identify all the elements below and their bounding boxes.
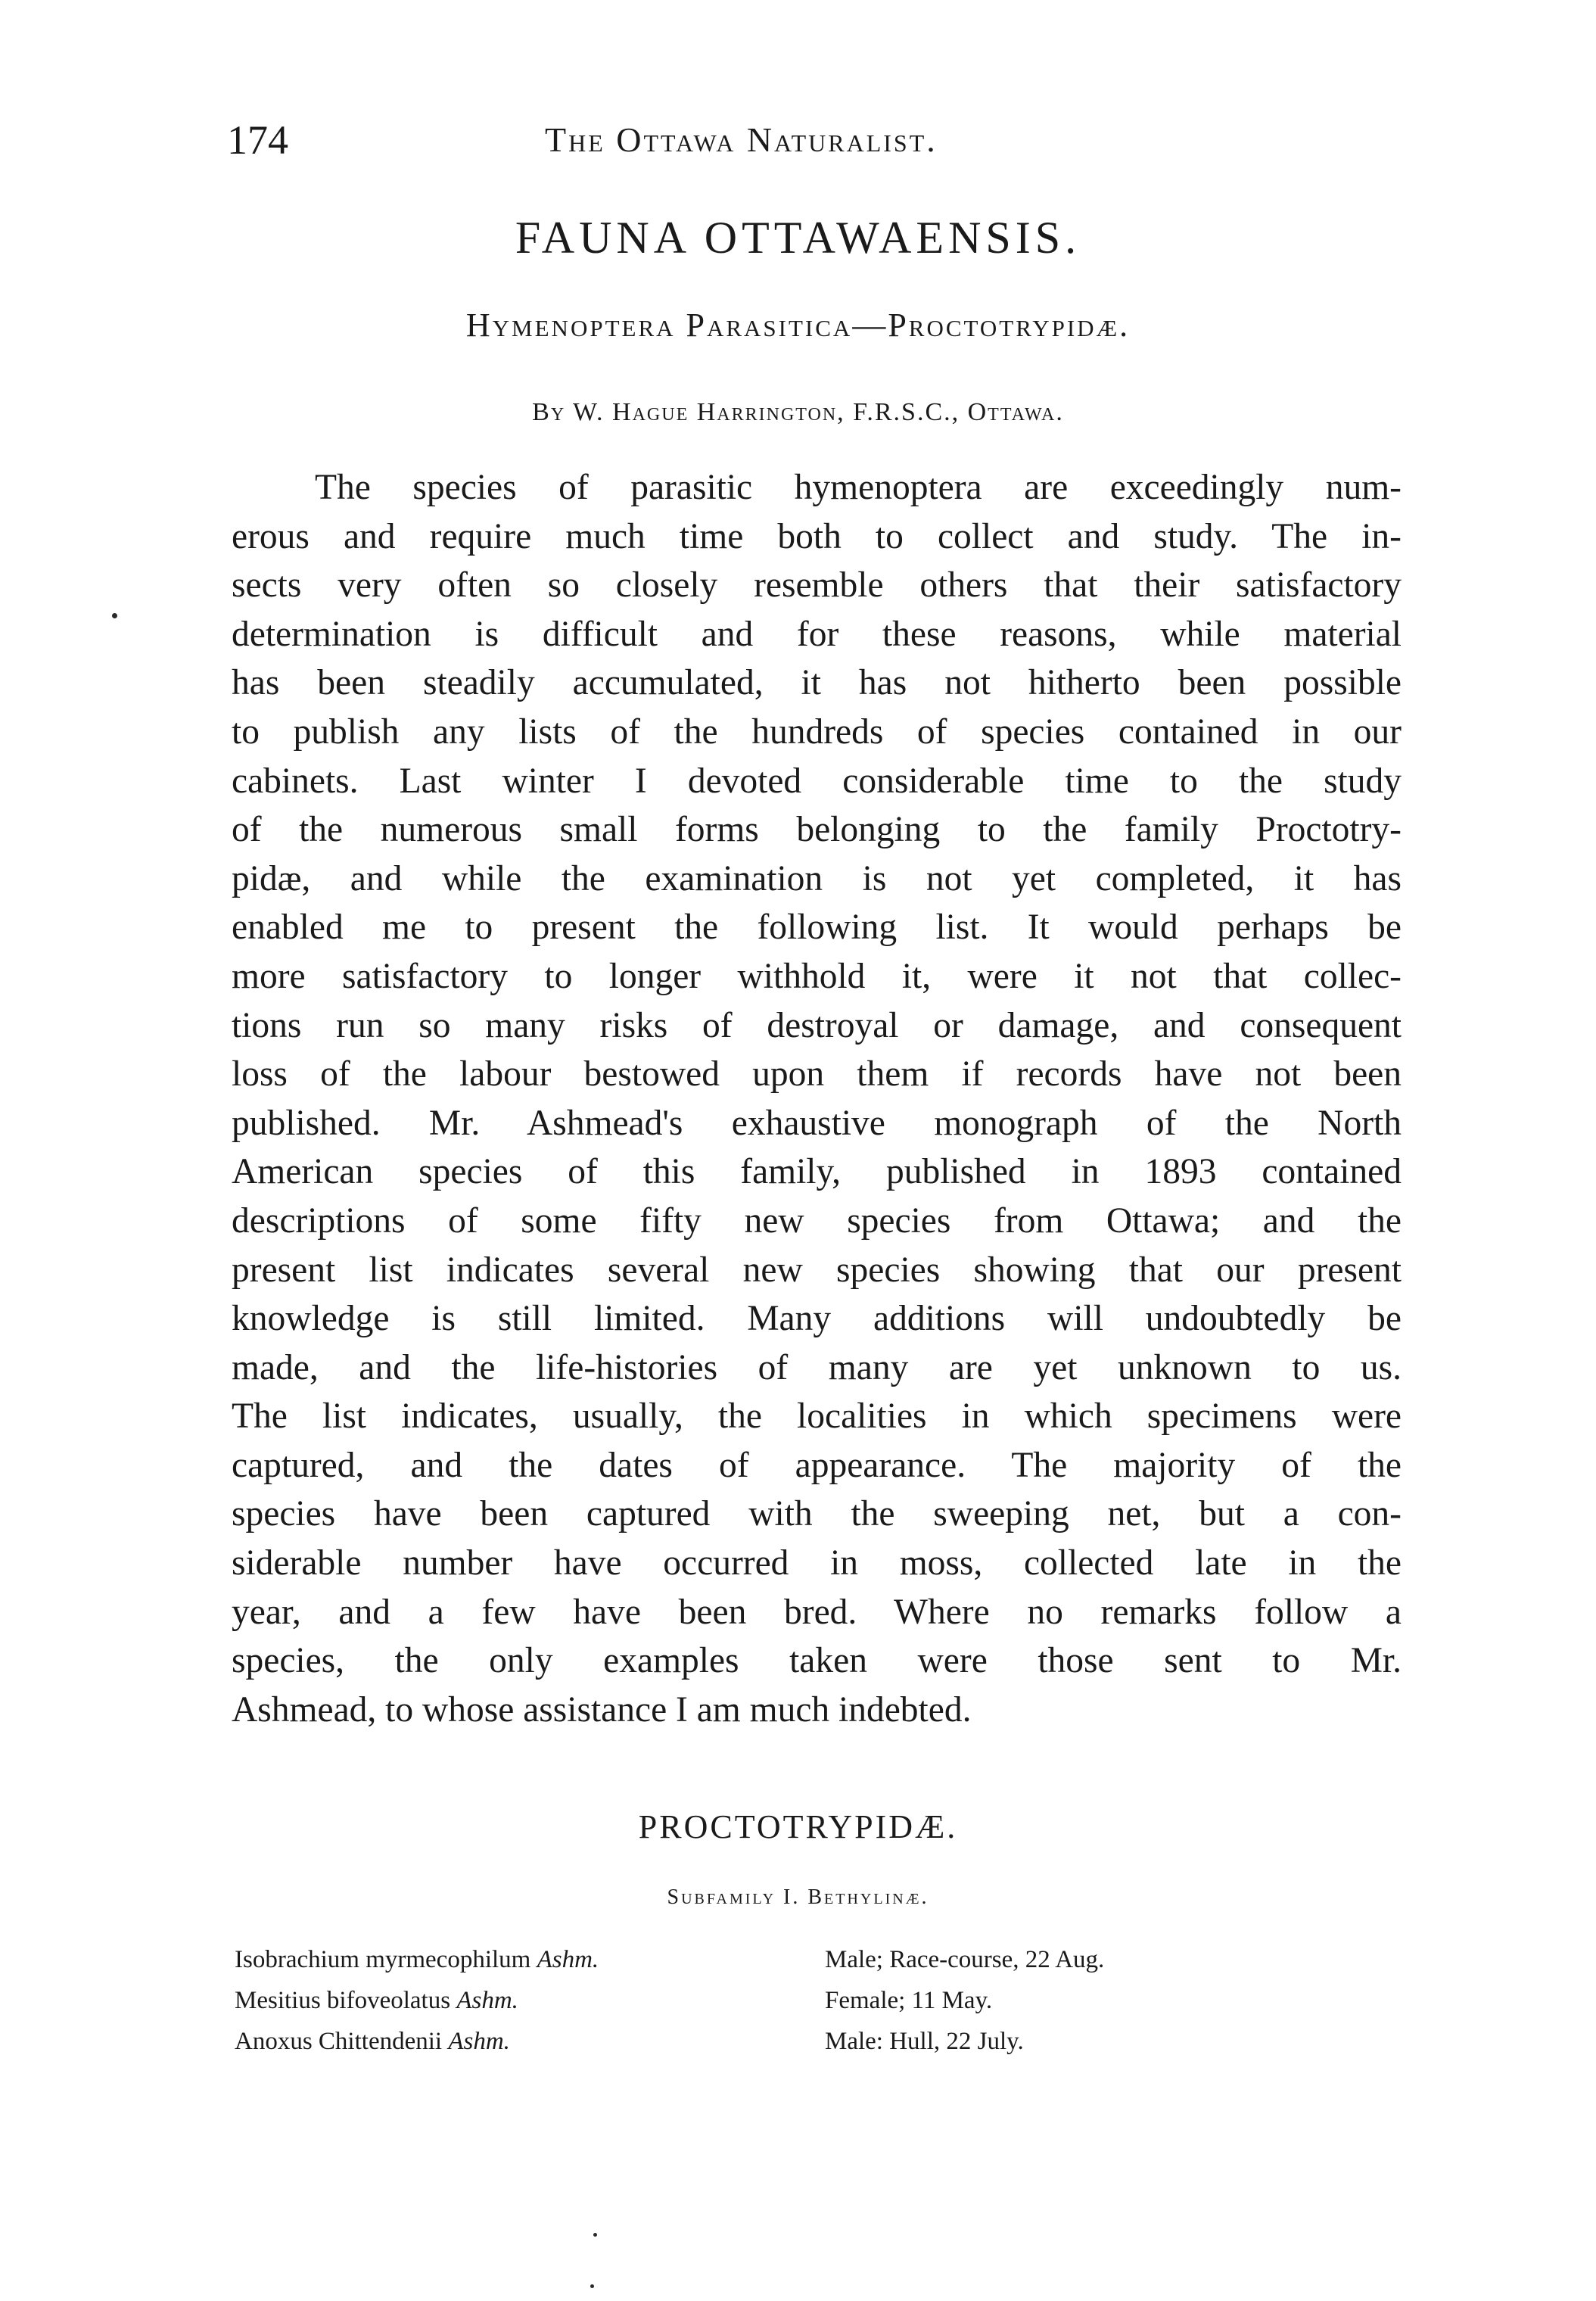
page-number: 174 xyxy=(227,117,288,163)
body-line: loss of the labour bestowed upon them if records have not been xyxy=(232,1054,1402,1094)
body-line: captured, and the dates of appearance. The majority of the xyxy=(232,1445,1402,1485)
body-line: species, the only examples taken were those sent to Mr. xyxy=(232,1641,1402,1681)
running-head xyxy=(227,114,1408,167)
stray-ink-mark xyxy=(112,613,117,618)
species-binomial: Mesitius bifoveolatus xyxy=(235,1987,451,2014)
body-line: sects very often so closely resemble others that their satisfactory xyxy=(232,565,1402,606)
body-line: present list indicates several new species showing that our present xyxy=(232,1250,1402,1290)
species-row xyxy=(235,1980,1400,2021)
species-binomial: Isobrachium myrmecophilum xyxy=(235,1946,531,1973)
body-line: American species of this family, published in 1893 contained xyxy=(232,1152,1402,1192)
species-list xyxy=(235,1939,1400,2062)
species-name xyxy=(235,1980,518,2021)
body-line: cabinets. Last winter I devoted considerable time to the study xyxy=(232,761,1402,801)
body-line: pidæ, and while the examination is not yet completed, it has xyxy=(232,858,1402,898)
species-author: Ashm. xyxy=(448,2028,510,2055)
journal-title: The Ottawa Naturalist. xyxy=(545,120,938,159)
body-line: of the numerous small forms belonging to the family Proctotry- xyxy=(232,810,1402,850)
species-note: Female; 11 May. xyxy=(825,1987,993,2014)
body-line: The species of parasitic hymenoptera are exceedingly num- xyxy=(315,468,1402,507)
body-line: Ashmead, to whose assistance I am much indebted. xyxy=(232,1689,972,1730)
body-line: more satisfactory to longer withhold it, were it not that collec- xyxy=(232,956,1402,996)
body-line: descriptions of some fifty new species from Ottawa; and the xyxy=(232,1200,1402,1241)
article-byline: By W. Hague Harrington, F.R.S.C., Ottawa. xyxy=(532,398,1064,426)
species-author: Ashm. xyxy=(456,1987,518,2014)
species-author: Ashm. xyxy=(537,1946,599,1973)
species-row xyxy=(235,1939,1400,1980)
species-note: Male: Hull, 22 July. xyxy=(825,2028,1024,2055)
body-line: made, and the life-histories of many are yet unknown to us. xyxy=(232,1347,1402,1387)
stray-ink-mark xyxy=(590,2284,594,2288)
species-binomial: Anoxus Chittendenii xyxy=(235,2028,443,2055)
body-line: The list indicates, usually, the localities in which specimens were xyxy=(232,1396,1402,1437)
species-row xyxy=(235,2021,1400,2062)
stray-ink-mark xyxy=(593,2233,597,2237)
body-line: enabled me to present the following list. It would perhaps be xyxy=(232,908,1402,948)
body-line: siderable number have occurred in moss, collected late in the xyxy=(232,1543,1402,1583)
species-name xyxy=(235,2021,510,2062)
body-line: species have been captured with the sweeping net, but a con- xyxy=(232,1494,1402,1534)
article-title: FAUNA OTTAWAENSIS. xyxy=(515,213,1081,263)
body-line: determination is difficult and for these reasons, while material xyxy=(232,614,1402,654)
body-line: to publish any lists of the hundreds of species contained in our xyxy=(232,711,1402,752)
body-line: published. Mr. Ashmead's exhaustive monograph of the North xyxy=(232,1103,1402,1143)
species-note: Male; Race-course, 22 Aug. xyxy=(825,1946,1105,1973)
body-line: knowledge is still limited. Many additions will undoubtedly be xyxy=(232,1299,1402,1339)
species-name xyxy=(235,1939,599,1980)
family-heading: PROCTOTRYPIDÆ. xyxy=(638,1808,958,1845)
body-paragraph xyxy=(232,463,1402,1734)
subfamily-heading: Subfamily I. Bethylinæ. xyxy=(667,1885,929,1909)
body-line: tions run so many risks of destroyal or damage, and consequent xyxy=(232,1005,1402,1045)
body-line: has been steadily accumulated, it has not hitherto been possible xyxy=(232,663,1402,703)
article-subtitle: Hymenoptera Parasitica—Proctotrypidæ. xyxy=(465,307,1131,344)
body-line: erous and require much time both to collect and study. The in- xyxy=(232,516,1402,556)
body-line: year, and a few have been bred. Where no remarks follow a xyxy=(232,1592,1402,1632)
